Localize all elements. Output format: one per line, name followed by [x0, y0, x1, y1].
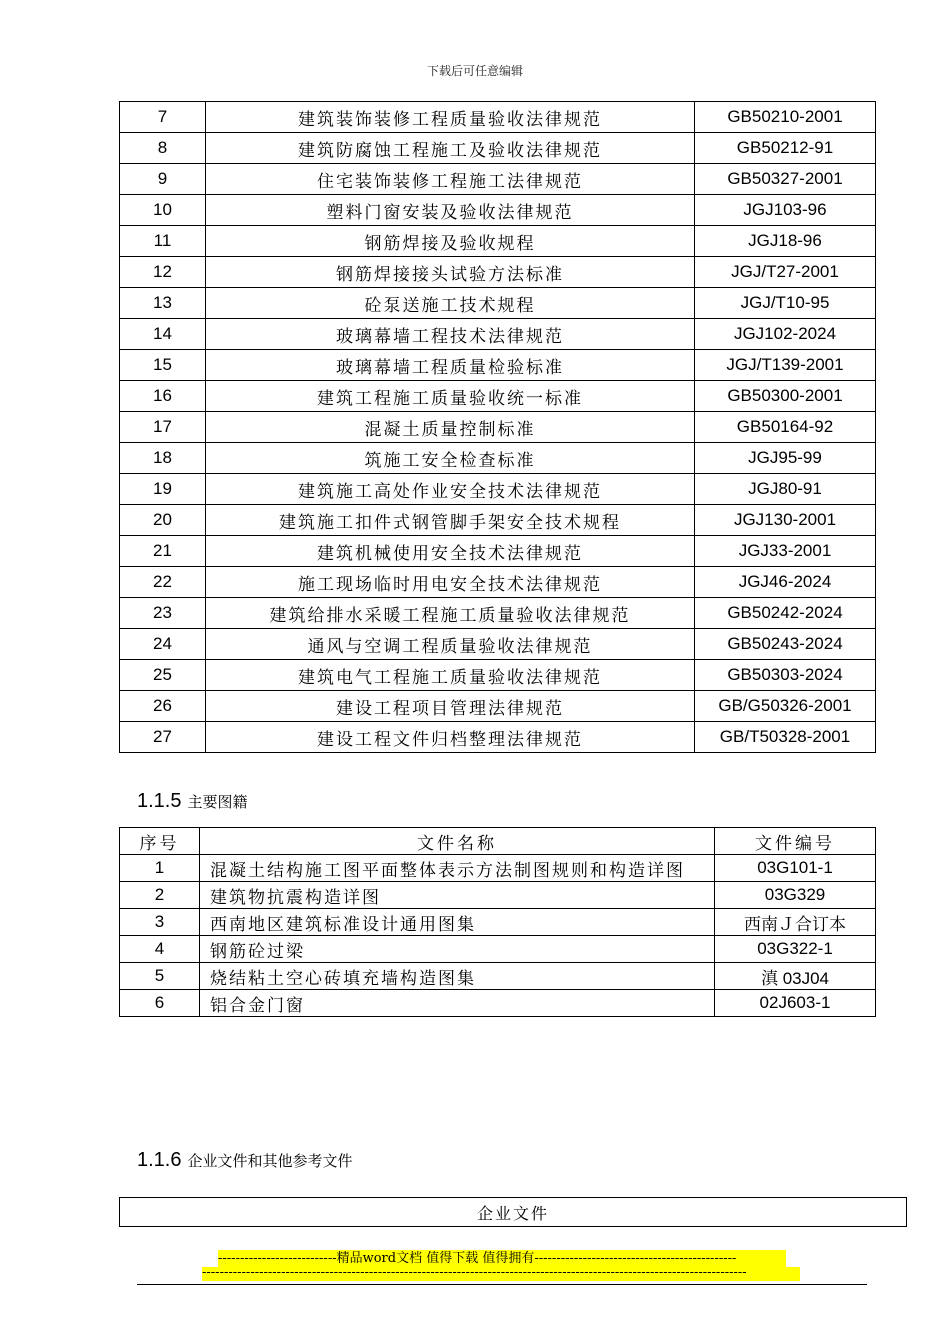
column-header-no: 序号 — [120, 828, 200, 855]
footer-rule — [137, 1284, 867, 1285]
table-row — [120, 443, 876, 474]
row-number: 24 — [120, 629, 206, 660]
enterprise-table-header: 企业文件 — [120, 1198, 907, 1227]
enterprise-table — [119, 1197, 907, 1227]
table-row — [120, 381, 876, 412]
row-code: JGJ102-2024 — [695, 319, 876, 350]
row-code: GB/T50328-2001 — [695, 722, 876, 753]
row-number: 27 — [120, 722, 206, 753]
row-number: 7 — [120, 102, 206, 133]
standards-table-body — [120, 102, 876, 753]
row-name: 建筑工程施工质量验收统一标准 — [206, 381, 695, 412]
row-number: 14 — [120, 319, 206, 350]
table-row — [120, 629, 876, 660]
footer-highlight-line-1: ---------------------------精品word文档 值得下载 值得拥有---------------------------------------------- — [218, 1250, 786, 1267]
table-row — [120, 505, 876, 536]
table-row — [120, 691, 876, 722]
section-title: 企业文件和其他参考文件 — [187, 1152, 353, 1170]
section-number: 1.1.6 — [137, 1149, 182, 1171]
table-row — [120, 102, 876, 133]
row-code: GB50242-2024 — [695, 598, 876, 629]
table-header-row — [120, 1198, 907, 1227]
row-name: 建筑施工高处作业安全技术法律规范 — [206, 474, 695, 505]
row-code: JGJ18-96 — [695, 226, 876, 257]
row-number: 15 — [120, 350, 206, 381]
row-code: GB50303-2024 — [695, 660, 876, 691]
row-number: 17 — [120, 412, 206, 443]
row-code: JGJ33-2001 — [695, 536, 876, 567]
row-number: 23 — [120, 598, 206, 629]
row-number: 19 — [120, 474, 206, 505]
row-number: 8 — [120, 133, 206, 164]
table-row — [120, 195, 876, 226]
table-header-row — [120, 828, 876, 855]
row-code: JGJ/T27-2001 — [695, 257, 876, 288]
row-code: JGJ46-2024 — [695, 567, 876, 598]
row-name: 建设工程项目管理法律规范 — [206, 691, 695, 722]
row-code: GB50243-2024 — [695, 629, 876, 660]
row-code: GB50210-2001 — [695, 102, 876, 133]
row-code: JGJ130-2001 — [695, 505, 876, 536]
row-code: 03G329 — [715, 882, 876, 909]
row-code: 03G322-1 — [715, 936, 876, 963]
section-heading-1-1-6 — [137, 1149, 353, 1172]
table-row — [120, 133, 876, 164]
table-row — [120, 536, 876, 567]
standards-table — [119, 101, 876, 753]
column-header-name: 文件名称 — [200, 828, 715, 855]
table-row — [120, 855, 876, 882]
row-name: 钢筋砼过梁 — [200, 936, 715, 963]
row-number: 9 — [120, 164, 206, 195]
row-name: 筑施工安全检查标准 — [206, 443, 695, 474]
row-name: 钢筋焊接接头试验方法标准 — [206, 257, 695, 288]
row-code: 滇 03J04 — [715, 963, 876, 990]
table-row — [120, 164, 876, 195]
row-name: 通风与空调工程质量验收法律规范 — [206, 629, 695, 660]
section-heading-1-1-5 — [137, 790, 248, 813]
row-number: 2 — [120, 882, 200, 909]
row-number: 3 — [120, 909, 200, 936]
row-number: 10 — [120, 195, 206, 226]
table-row — [120, 319, 876, 350]
table-row — [120, 909, 876, 936]
row-number: 5 — [120, 963, 200, 990]
row-number: 22 — [120, 567, 206, 598]
table-row — [120, 882, 876, 909]
row-name: 玻璃幕墙工程质量检验标准 — [206, 350, 695, 381]
row-number: 11 — [120, 226, 206, 257]
row-name: 建筑物抗震构造详图 — [200, 882, 715, 909]
row-name: 钢筋焊接及验收规程 — [206, 226, 695, 257]
row-number: 1 — [120, 855, 200, 882]
row-name: 砼泵送施工技术规程 — [206, 288, 695, 319]
table-row — [120, 226, 876, 257]
row-number: 25 — [120, 660, 206, 691]
row-code: JGJ80-91 — [695, 474, 876, 505]
footer-highlight-line-2: ---------------------------------------------------------------------------------------------------------------------------- — [202, 1267, 800, 1281]
row-number: 21 — [120, 536, 206, 567]
table-row — [120, 598, 876, 629]
page-header-note: 下载后可任意编辑 — [426, 64, 523, 78]
row-name: 塑料门窗安装及验收法律规范 — [206, 195, 695, 226]
table-row — [120, 936, 876, 963]
row-code: GB50212-91 — [695, 133, 876, 164]
table-row — [120, 567, 876, 598]
row-number: 12 — [120, 257, 206, 288]
row-name: 西南地区建筑标准设计通用图集 — [200, 909, 715, 936]
row-code: 03G101-1 — [715, 855, 876, 882]
row-name: 施工现场临时用电安全技术法律规范 — [206, 567, 695, 598]
column-header-code: 文件编号 — [715, 828, 876, 855]
row-name: 烧结粘土空心砖填充墙构造图集 — [200, 963, 715, 990]
table-row — [120, 474, 876, 505]
row-code: 西南Ｊ合订本 — [715, 909, 876, 936]
table-row — [120, 257, 876, 288]
row-code: GB50327-2001 — [695, 164, 876, 195]
row-number: 26 — [120, 691, 206, 722]
row-name: 铝合金门窗 — [200, 990, 715, 1017]
row-name: 建筑施工扣件式钢管脚手架安全技术规程 — [206, 505, 695, 536]
row-code: JGJ/T10-95 — [695, 288, 876, 319]
row-number: 13 — [120, 288, 206, 319]
row-number: 6 — [120, 990, 200, 1017]
row-code: GB50300-2001 — [695, 381, 876, 412]
table-row — [120, 722, 876, 753]
atlas-table — [119, 827, 876, 1017]
row-name: 建筑防腐蚀工程施工及验收法律规范 — [206, 133, 695, 164]
section-title: 主要图籍 — [187, 793, 248, 811]
table-row — [120, 412, 876, 443]
table-row — [120, 288, 876, 319]
row-number: 18 — [120, 443, 206, 474]
row-code: GB/G50326-2001 — [695, 691, 876, 722]
row-name: 建筑给排水采暖工程施工质量验收法律规范 — [206, 598, 695, 629]
row-code: GB50164-92 — [695, 412, 876, 443]
section-number: 1.1.5 — [137, 790, 182, 812]
table-row — [120, 990, 876, 1017]
row-name: 混凝土质量控制标准 — [206, 412, 695, 443]
row-code: JGJ95-99 — [695, 443, 876, 474]
row-name: 建筑机械使用安全技术法律规范 — [206, 536, 695, 567]
table-row — [120, 350, 876, 381]
row-code: JGJ/T139-2001 — [695, 350, 876, 381]
row-name: 建筑电气工程施工质量验收法律规范 — [206, 660, 695, 691]
atlas-table-body — [120, 828, 876, 1017]
table-row — [120, 660, 876, 691]
row-number: 16 — [120, 381, 206, 412]
row-number: 20 — [120, 505, 206, 536]
row-code: JGJ103-96 — [695, 195, 876, 226]
row-name: 建设工程文件归档整理法律规范 — [206, 722, 695, 753]
row-name: 住宅装饰装修工程施工法律规范 — [206, 164, 695, 195]
row-name: 混凝土结构施工图平面整体表示方法制图规则和构造详图 — [200, 855, 715, 882]
table-row — [120, 963, 876, 990]
row-code: 02J603-1 — [715, 990, 876, 1017]
row-number: 4 — [120, 936, 200, 963]
row-name: 玻璃幕墙工程技术法律规范 — [206, 319, 695, 350]
row-name: 建筑装饰装修工程质量验收法律规范 — [206, 102, 695, 133]
